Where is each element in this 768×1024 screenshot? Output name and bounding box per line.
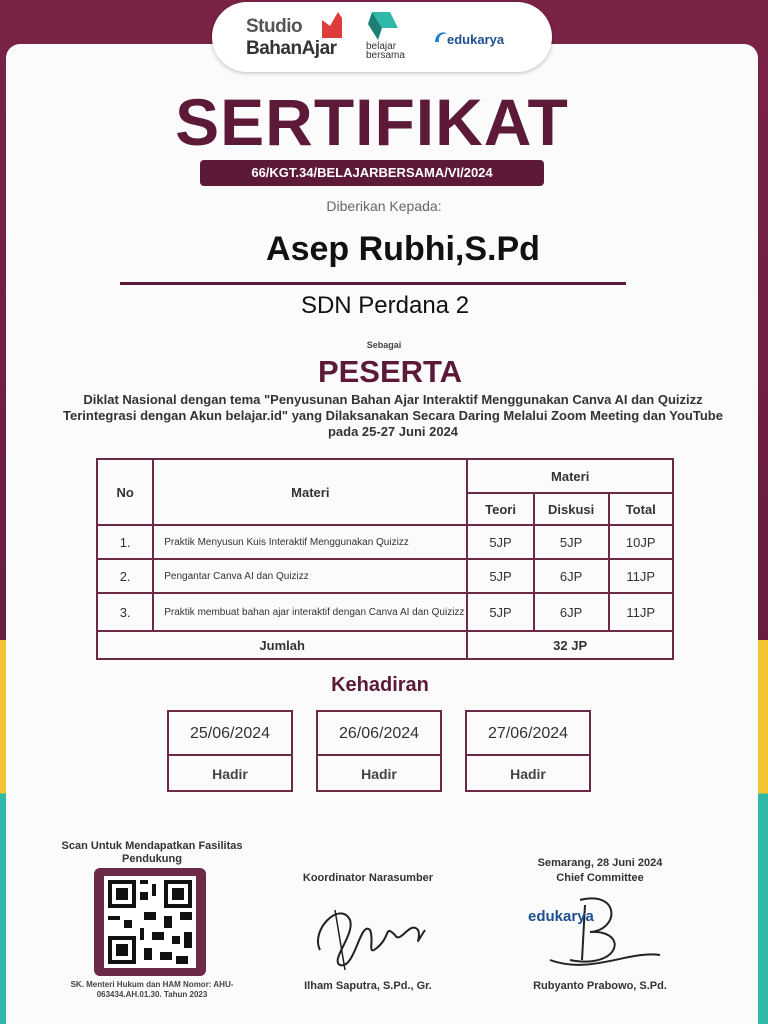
coordinator-signature-icon [300, 890, 440, 976]
col-header-materi: Materi [153, 459, 467, 525]
row-total: 10JP [609, 525, 674, 559]
attendance-status: Hadir [361, 766, 397, 782]
belajar-bersama-icon [364, 10, 404, 42]
logo-text-belajar: belajar bersama [366, 41, 405, 61]
attendance-title: Kehadiran [331, 674, 429, 696]
recipient-school: SDN Perdana 2 [300, 292, 470, 319]
attendance-date: 27/06/2024 [467, 712, 589, 756]
table-row [97, 593, 673, 631]
chief-title: Chief Committee [556, 872, 644, 884]
logo-text-studio: Studio [246, 16, 303, 37]
row-no: 3. [97, 593, 153, 631]
attendance-date: 26/06/2024 [318, 712, 440, 756]
row-no: 2. [97, 559, 153, 593]
recipient-name: Asep Rubhi,S.Pd [266, 230, 540, 268]
given-to-label: Diberikan Kepada: [326, 198, 442, 214]
attendance-date: 25/06/2024 [169, 712, 291, 756]
row-diskusi: 6JP [534, 559, 609, 593]
scan-instruction: Scan Untuk Mendapatkan Fasilitas Pendukung [61, 840, 243, 865]
chief-name: Rubyanto Prabowo, S.Pd. [533, 980, 667, 992]
belajar-bersama-logo [364, 10, 416, 66]
event-description: Diklat Nasional dengan tema "Penyusunan Bahan Ajar Interaktif Menggunakan Canva AI dan Quizizz Terintegrasi dengan Akun belajar.id" yang Dilaksanakan Secara Daring Melalui Zoom Meeting dan YouTube pada 25-27 Juni 2024 [63, 392, 723, 439]
row-diskusi: 6JP [534, 593, 609, 631]
row-diskusi: 5JP [534, 525, 609, 559]
legal-registration: SK. Menteri Hukum dan HAM Nomor: AHU-063434.AH.01.30. Tahun 2023 [70, 980, 234, 999]
table-row [97, 559, 673, 593]
logo-text-edukarya: edukarya [447, 32, 505, 47]
col-header-group: Materi [467, 459, 673, 493]
chief-signature-icon [510, 890, 670, 976]
row-materi: Pengantar Canva AI dan Quizizz [153, 559, 467, 593]
row-materi: Praktik Menyusun Kuis Interaktif Menggunakan Quizizz [153, 525, 467, 559]
col-header-teori: Teori [467, 493, 533, 525]
col-header-total: Total [609, 493, 674, 525]
sum-value: 32 JP [467, 631, 673, 659]
as-label: Sebagai [366, 340, 402, 350]
coordinator-name: Ilham Saputra, S.Pd., Gr. [304, 980, 432, 992]
attendance-status: Hadir [510, 766, 546, 782]
certificate-number: 66/KGT.34/BELAJARBERSAMA/VI/2024 [200, 160, 544, 186]
name-underline [120, 282, 626, 285]
row-teori: 5JP [467, 559, 533, 593]
row-teori: 5JP [467, 525, 533, 559]
col-header-no: No [97, 459, 153, 525]
chief-place-date [500, 856, 700, 886]
qr-code-icon[interactable] [104, 876, 196, 968]
certificate-title: SERTIFIKAT [175, 85, 569, 159]
role-title: PESERTA [317, 354, 463, 389]
row-total: 11JP [609, 593, 674, 631]
chief-signature [510, 890, 670, 976]
attendance-day-3 [465, 710, 591, 792]
col-header-diskusi: Diskusi [534, 493, 609, 525]
attendance-day-1 [167, 710, 293, 792]
row-no: 1. [97, 525, 153, 559]
row-total: 11JP [609, 559, 674, 593]
table-sum-row [97, 631, 673, 659]
sum-label: Jumlah [97, 631, 467, 659]
studio-bahanajar-logo [246, 12, 346, 62]
studio-mark-icon [318, 12, 342, 38]
attendance-status: Hadir [212, 766, 248, 782]
place-date-text: Semarang, 28 Juni 2024 [537, 857, 663, 869]
edukarya-logo [433, 24, 533, 54]
row-teori: 5JP [467, 593, 533, 631]
table-row [97, 525, 673, 559]
attendance-day-2 [316, 710, 442, 792]
logo-text-bahanajar: BahanAjar [246, 38, 337, 59]
chief-stamp-text: edukarya [528, 908, 594, 925]
materi-table [96, 458, 674, 660]
coordinator-title: Koordinator Narasumber [302, 872, 434, 884]
row-materi: Praktik membuat bahan ajar interaktif dengan Canva AI dan Quizizz [153, 593, 467, 631]
